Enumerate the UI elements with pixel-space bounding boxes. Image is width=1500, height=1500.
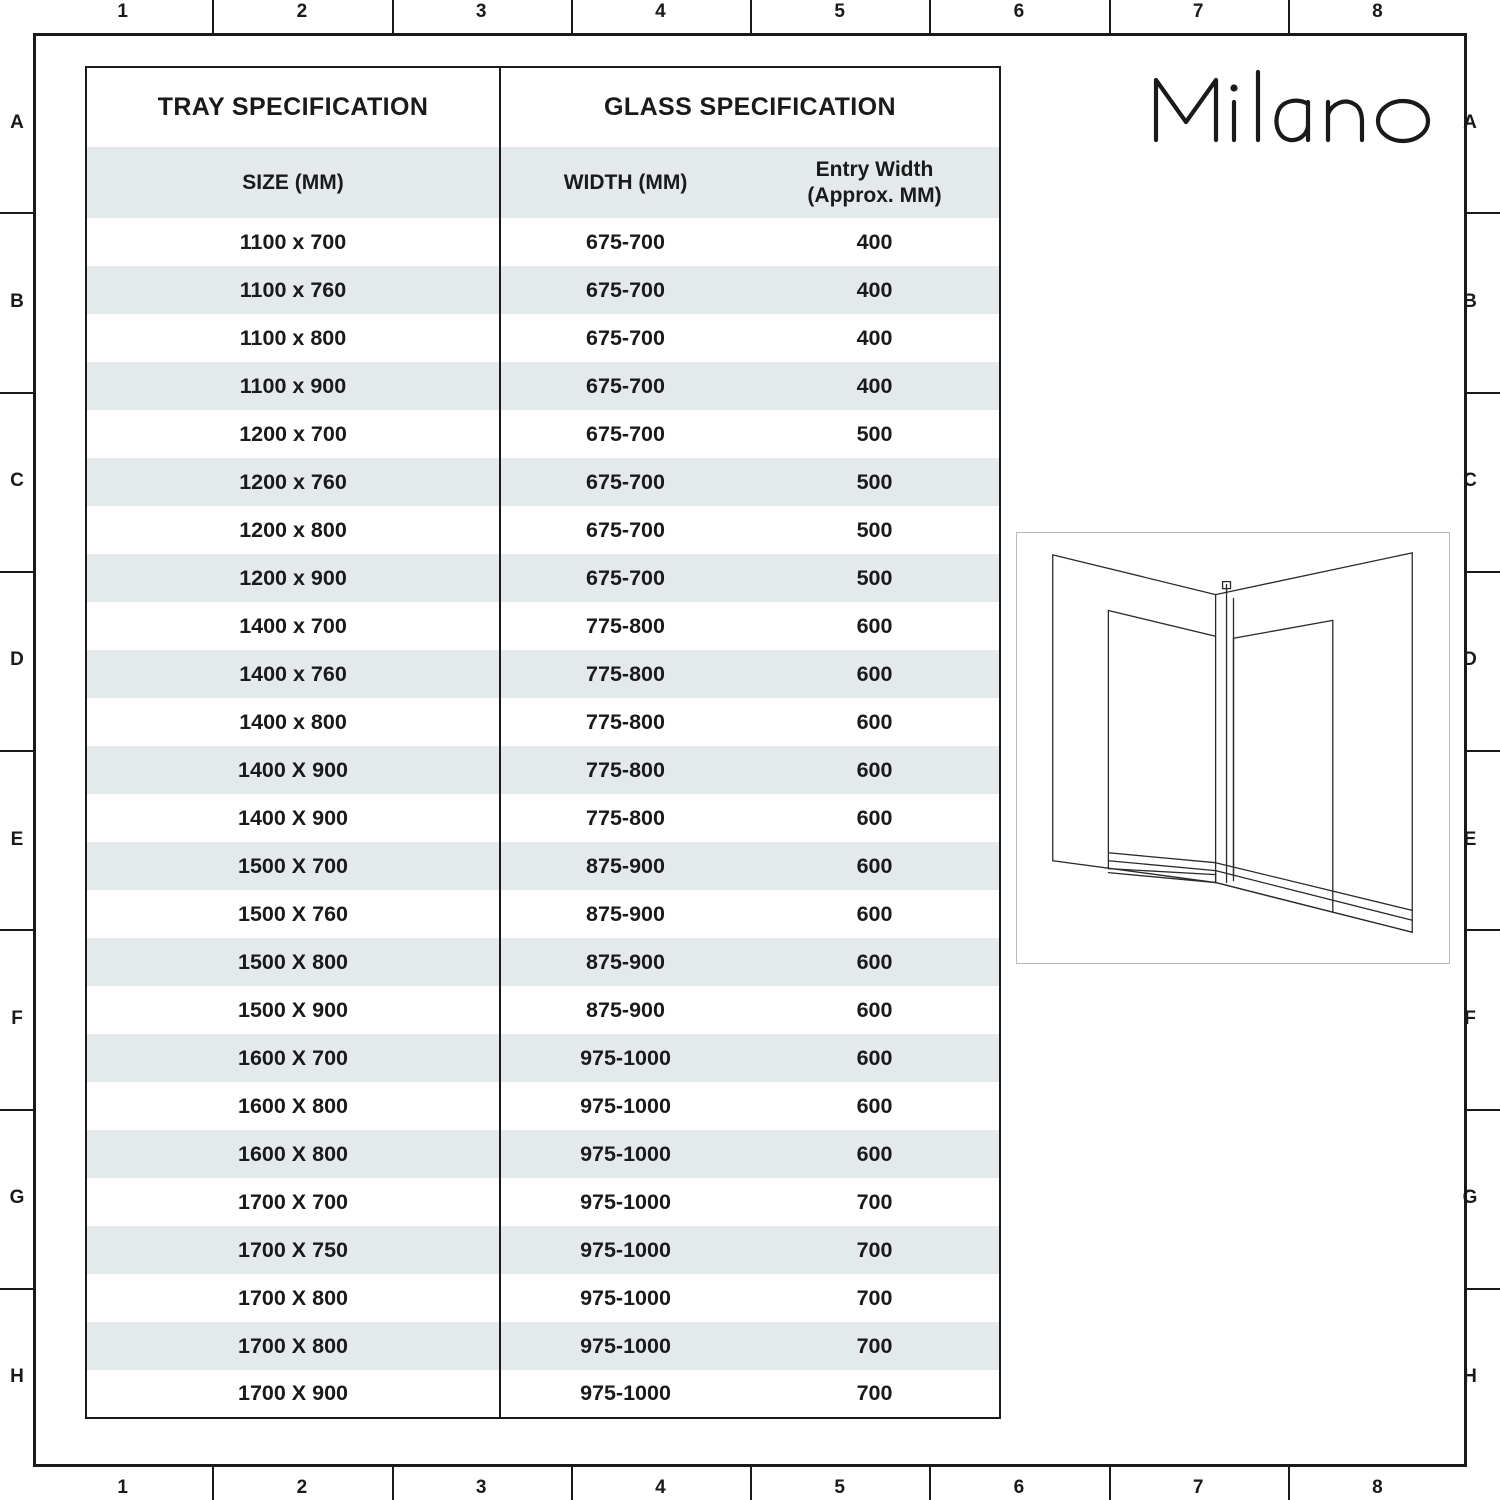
cell-entry-width: 500 — [750, 554, 1000, 602]
column-label-top-5: 5 — [834, 1, 845, 22]
tray-specification-header: TRAY SPECIFICATION — [86, 67, 500, 147]
cell-entry-width: 400 — [750, 314, 1000, 362]
cell-width: 675-700 — [500, 410, 750, 458]
cell-size: 1600 X 800 — [86, 1130, 500, 1178]
cell-entry-width: 600 — [750, 890, 1000, 938]
table-row — [86, 1178, 1000, 1226]
row-tick — [0, 571, 33, 573]
cell-entry-width: 600 — [750, 698, 1000, 746]
cell-size: 1100 x 800 — [86, 314, 500, 362]
cell-width: 775-800 — [500, 698, 750, 746]
column-label-top-8: 8 — [1372, 1, 1383, 22]
row-label-left-H: H — [10, 1366, 24, 1388]
cell-size: 1400 X 900 — [86, 746, 500, 794]
cell-width: 975-1000 — [500, 1082, 750, 1130]
cell-width: 675-700 — [500, 554, 750, 602]
column-tick — [750, 0, 752, 33]
row-label-right-E: E — [1463, 828, 1477, 850]
column-tick — [212, 1467, 214, 1500]
cell-entry-width: 500 — [750, 506, 1000, 554]
table-row — [86, 986, 1000, 1034]
row-tick — [1467, 750, 1500, 752]
column-tick — [1109, 0, 1111, 33]
column-tick — [392, 0, 394, 33]
row-label-right-F: F — [1464, 1007, 1476, 1029]
row-tick — [1467, 929, 1500, 931]
cell-width: 775-800 — [500, 602, 750, 650]
specification-table-body — [86, 218, 1000, 1418]
column-label-bottom-5: 5 — [834, 1477, 845, 1498]
cell-entry-width: 500 — [750, 458, 1000, 506]
table-row — [86, 554, 1000, 602]
cell-size: 1100 x 700 — [86, 218, 500, 266]
row-label-right-A: A — [1463, 111, 1477, 133]
cell-size: 1200 x 900 — [86, 554, 500, 602]
cell-width: 675-700 — [500, 458, 750, 506]
column-tick — [392, 1467, 394, 1500]
cell-size: 1100 x 900 — [86, 362, 500, 410]
glass-specification-header: GLASS SPECIFICATION — [500, 67, 1000, 147]
cell-size: 1100 x 760 — [86, 266, 500, 314]
cell-width: 675-700 — [500, 314, 750, 362]
column-tick — [1288, 0, 1290, 33]
entry-width-line-1: Entry Width — [815, 157, 934, 181]
cell-entry-width: 600 — [750, 794, 1000, 842]
cell-width: 775-800 — [500, 746, 750, 794]
column-label-top-1: 1 — [117, 1, 128, 22]
column-tick — [929, 1467, 931, 1500]
row-label-right-H: H — [1463, 1366, 1477, 1388]
cell-width: 875-900 — [500, 890, 750, 938]
cell-entry-width: 400 — [750, 266, 1000, 314]
column-tick — [750, 1467, 752, 1500]
cell-size: 1600 X 800 — [86, 1082, 500, 1130]
cell-entry-width: 700 — [750, 1322, 1000, 1370]
table-row — [86, 938, 1000, 986]
column-tick — [1109, 1467, 1111, 1500]
cell-size: 1200 x 700 — [86, 410, 500, 458]
column-label-top-3: 3 — [475, 1, 487, 22]
column-label-bottom-2: 2 — [296, 1477, 308, 1498]
cell-entry-width: 600 — [750, 1082, 1000, 1130]
row-tick — [1467, 392, 1500, 394]
cell-entry-width: 600 — [750, 1130, 1000, 1178]
cell-size: 1400 x 800 — [86, 698, 500, 746]
table-row — [86, 842, 1000, 890]
column-label-bottom-3: 3 — [475, 1477, 487, 1498]
table-row — [86, 602, 1000, 650]
column-label-top-7: 7 — [1192, 1, 1204, 22]
table-row — [86, 650, 1000, 698]
table-row — [86, 218, 1000, 266]
cell-size: 1500 X 760 — [86, 890, 500, 938]
cell-width: 775-800 — [500, 794, 750, 842]
row-tick — [1467, 1109, 1500, 1111]
cell-width: 975-1000 — [500, 1130, 750, 1178]
column-label-top-2: 2 — [296, 1, 308, 22]
cell-entry-width: 600 — [750, 650, 1000, 698]
row-label-right-B: B — [1463, 290, 1477, 312]
cell-entry-width: 600 — [750, 746, 1000, 794]
milano-logo — [1148, 62, 1438, 157]
cell-entry-width: 400 — [750, 218, 1000, 266]
table-row — [86, 314, 1000, 362]
column-label-top-4: 4 — [655, 1, 666, 22]
cell-width: 675-700 — [500, 362, 750, 410]
row-label-left-F: F — [11, 1007, 23, 1029]
column-header-entry-width — [750, 147, 1000, 218]
cell-size: 1700 X 750 — [86, 1226, 500, 1274]
cell-size: 1700 X 800 — [86, 1322, 500, 1370]
cell-width: 875-900 — [500, 938, 750, 986]
cell-entry-width: 600 — [750, 842, 1000, 890]
cell-size: 1500 X 700 — [86, 842, 500, 890]
cell-width: 975-1000 — [500, 1370, 750, 1418]
product-illustration — [1016, 532, 1450, 964]
row-tick — [0, 1109, 33, 1111]
column-label-top-6: 6 — [1013, 1, 1025, 22]
table-row — [86, 1370, 1000, 1418]
row-label-right-G: G — [1462, 1187, 1478, 1209]
column-tick — [1288, 1467, 1290, 1500]
column-tick — [929, 0, 931, 33]
column-label-bottom-1: 1 — [117, 1477, 128, 1498]
cell-size: 1500 X 800 — [86, 938, 500, 986]
row-label-right-C: C — [1463, 470, 1477, 492]
table-row — [86, 506, 1000, 554]
cell-width: 875-900 — [500, 986, 750, 1034]
column-header-size: SIZE (MM) — [86, 147, 500, 218]
table-row — [86, 1322, 1000, 1370]
cell-width: 975-1000 — [500, 1178, 750, 1226]
row-label-left-B: B — [10, 290, 24, 312]
cell-entry-width: 700 — [750, 1226, 1000, 1274]
cell-width: 975-1000 — [500, 1322, 750, 1370]
cell-width: 975-1000 — [500, 1226, 750, 1274]
cell-size: 1400 X 900 — [86, 794, 500, 842]
cell-entry-width: 600 — [750, 938, 1000, 986]
row-tick — [0, 929, 33, 931]
cell-entry-width: 500 — [750, 410, 1000, 458]
column-label-bottom-8: 8 — [1372, 1477, 1383, 1498]
row-label-left-D: D — [10, 649, 24, 671]
cell-size: 1500 X 900 — [86, 986, 500, 1034]
cell-size: 1700 X 700 — [86, 1178, 500, 1226]
table-row — [86, 1034, 1000, 1082]
row-label-left-G: G — [9, 1187, 25, 1209]
row-tick — [0, 212, 33, 214]
table-row — [86, 1226, 1000, 1274]
table-column-header-row — [86, 147, 1000, 218]
cell-entry-width: 700 — [750, 1274, 1000, 1322]
row-label-left-C: C — [10, 470, 24, 492]
cell-width: 975-1000 — [500, 1034, 750, 1082]
cell-size: 1400 x 700 — [86, 602, 500, 650]
row-label-left-A: A — [10, 111, 24, 133]
table-row — [86, 410, 1000, 458]
cell-width: 775-800 — [500, 650, 750, 698]
specification-table — [85, 66, 1001, 1419]
cell-width: 675-700 — [500, 506, 750, 554]
table-row — [86, 698, 1000, 746]
entry-width-line-2: (Approx. MM) — [807, 183, 942, 207]
cell-size: 1700 X 800 — [86, 1274, 500, 1322]
column-label-bottom-4: 4 — [655, 1477, 666, 1498]
cell-entry-width: 400 — [750, 362, 1000, 410]
column-label-bottom-6: 6 — [1013, 1477, 1025, 1498]
row-tick — [0, 392, 33, 394]
cell-entry-width: 600 — [750, 602, 1000, 650]
cell-entry-width: 700 — [750, 1178, 1000, 1226]
table-row — [86, 746, 1000, 794]
cell-size: 1700 X 900 — [86, 1370, 500, 1418]
table-row — [86, 458, 1000, 506]
cell-entry-width: 600 — [750, 986, 1000, 1034]
table-row — [86, 1082, 1000, 1130]
row-tick — [1467, 212, 1500, 214]
row-tick — [0, 750, 33, 752]
table-row — [86, 890, 1000, 938]
row-label-right-D: D — [1463, 649, 1477, 671]
cell-entry-width: 700 — [750, 1370, 1000, 1418]
column-tick — [571, 0, 573, 33]
cell-size: 1200 x 760 — [86, 458, 500, 506]
cell-width: 675-700 — [500, 218, 750, 266]
cell-width: 875-900 — [500, 842, 750, 890]
cell-width: 975-1000 — [500, 1274, 750, 1322]
row-tick — [1467, 571, 1500, 573]
table-group-header-row — [86, 67, 1000, 147]
column-label-bottom-7: 7 — [1192, 1477, 1204, 1498]
column-tick — [212, 0, 214, 33]
row-label-left-E: E — [10, 828, 24, 850]
row-tick — [0, 1288, 33, 1290]
table-row — [86, 1130, 1000, 1178]
table-row — [86, 362, 1000, 410]
cell-size: 1600 X 700 — [86, 1034, 500, 1082]
column-header-width: WIDTH (MM) — [500, 147, 750, 218]
cell-entry-width: 600 — [750, 1034, 1000, 1082]
cell-size: 1200 x 800 — [86, 506, 500, 554]
table-row — [86, 266, 1000, 314]
row-tick — [1467, 1288, 1500, 1290]
column-tick — [571, 1467, 573, 1500]
cell-width: 675-700 — [500, 266, 750, 314]
table-row — [86, 1274, 1000, 1322]
table-row — [86, 794, 1000, 842]
cell-size: 1400 x 760 — [86, 650, 500, 698]
